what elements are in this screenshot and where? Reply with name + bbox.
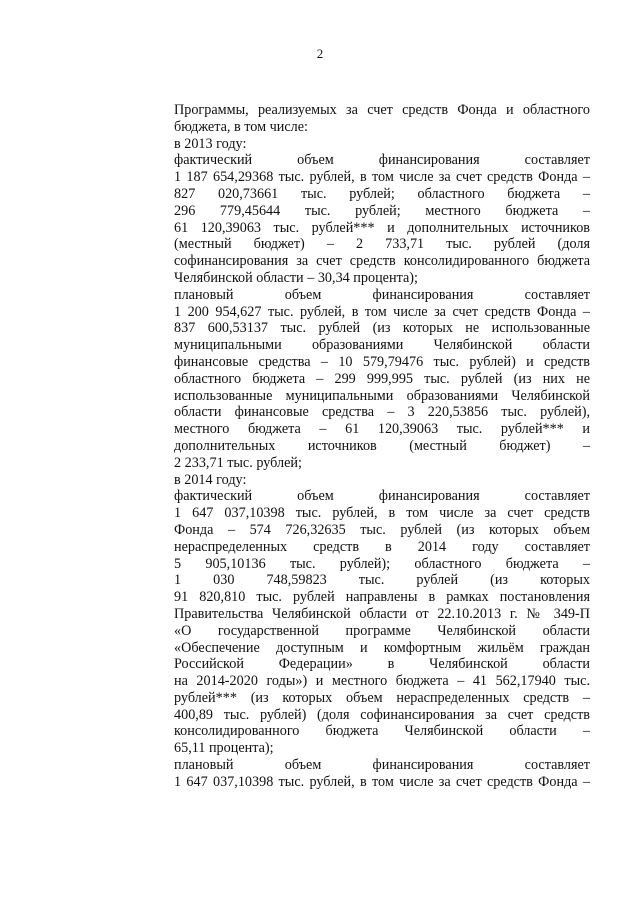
document-body <box>174 102 590 791</box>
text-line: 61 120,39063 тыс. рублей*** и дополнительных источников <box>174 219 590 236</box>
text-line: фактический объем финансирования составляет <box>174 488 590 505</box>
text-line: 1 647 037,10398 тыс. рублей, в том числе за счет средств <box>174 505 590 522</box>
text-line: плановый объем финансирования составляет <box>174 757 590 774</box>
text-line: нераспределенных средств в 2014 году составляет <box>174 538 590 555</box>
text-line: местного бюджета – 61 120,39063 тыс. рублей*** и <box>174 421 590 438</box>
text-line: в 2013 году: <box>174 135 247 152</box>
text-line: дополнительных источников (местный бюджет) – <box>174 437 590 454</box>
text-line: рублей*** (из которых объем нераспределенных средств – <box>174 689 590 706</box>
text-line: 1 187 654,29368 тыс. рублей, в том числе за счет средств Фонда – <box>174 169 590 186</box>
text-line: использованные муниципальными образованиями Челябинской <box>174 387 590 404</box>
text-line: 1 030 748,59823 тыс. рублей (из которых <box>174 572 590 589</box>
page-number: 2 <box>316 46 324 61</box>
text-line: 1 200 954,627 тыс. рублей, в том числе за счет средств Фонда – <box>174 303 590 320</box>
text-line: 65,11 процента); <box>174 740 274 757</box>
text-line: 91 820,810 тыс. рублей направлены в рамках постановления <box>174 589 590 606</box>
text-line: софинансирования за счет средств консолидированного бюджета <box>174 253 590 270</box>
text-line: Российской Федерации» в Челябинской области <box>174 656 590 673</box>
text-line: Челябинской области – 30,34 процента); <box>174 269 418 286</box>
text-line: фактический объем финансирования составляет <box>174 152 590 169</box>
text-line: «О государственной программе Челябинской области <box>174 622 590 639</box>
text-line: консолидированного бюджета Челябинской области – <box>174 723 590 740</box>
text-line: в 2014 году: <box>174 471 247 488</box>
text-line: «Обеспечение доступным и комфортным жильём граждан <box>174 639 590 656</box>
text-line: Фонда – 574 726,32635 тыс. рублей (из которых объем <box>174 521 590 538</box>
text-line: 827 020,73661 тыс. рублей; областного бюджета – <box>174 185 590 202</box>
text-line: плановый объем финансирования составляет <box>174 286 590 303</box>
text-line: 1 647 037,10398 тыс. рублей, в том числе за счет средств Фонда – <box>174 773 590 790</box>
text-line: муниципальными образованиями Челябинской области <box>174 337 590 354</box>
text-line: 296 779,45644 тыс. рублей; местного бюджета – <box>174 202 590 219</box>
text-line: 5 905,10136 тыс. рублей); областного бюджета – <box>174 555 590 572</box>
text-line: Программы, реализуемых за счет средств Фонда и областного <box>174 102 590 118</box>
text-line: 2 233,71 тыс. рублей; <box>174 454 302 471</box>
text-line: финансовые средства – 10 579,79476 тыс. рублей) и средств <box>174 353 590 370</box>
text-line: 400,89 тыс. рублей) (доля софинансирования за счет средств <box>174 706 590 723</box>
text-line: Правительства Челябинской области от 22.10.2013 г. № 349-П <box>174 605 590 622</box>
text-line: бюджета, в том числе: <box>174 118 308 135</box>
text-line: 837 600,53137 тыс. рублей (из которых не использованные <box>174 320 590 337</box>
text-line: области финансовые средства – 3 220,53856 тыс. рублей), <box>174 404 590 421</box>
text-line: на 2014-2020 годы») и местного бюджета – 41 562,17940 тыс. <box>174 673 590 690</box>
text-line: (местный бюджет) – 2 733,71 тыс. рублей (доля <box>174 236 590 253</box>
text-line: областного бюджета – 299 999,995 тыс. рублей (из них не <box>174 370 590 387</box>
